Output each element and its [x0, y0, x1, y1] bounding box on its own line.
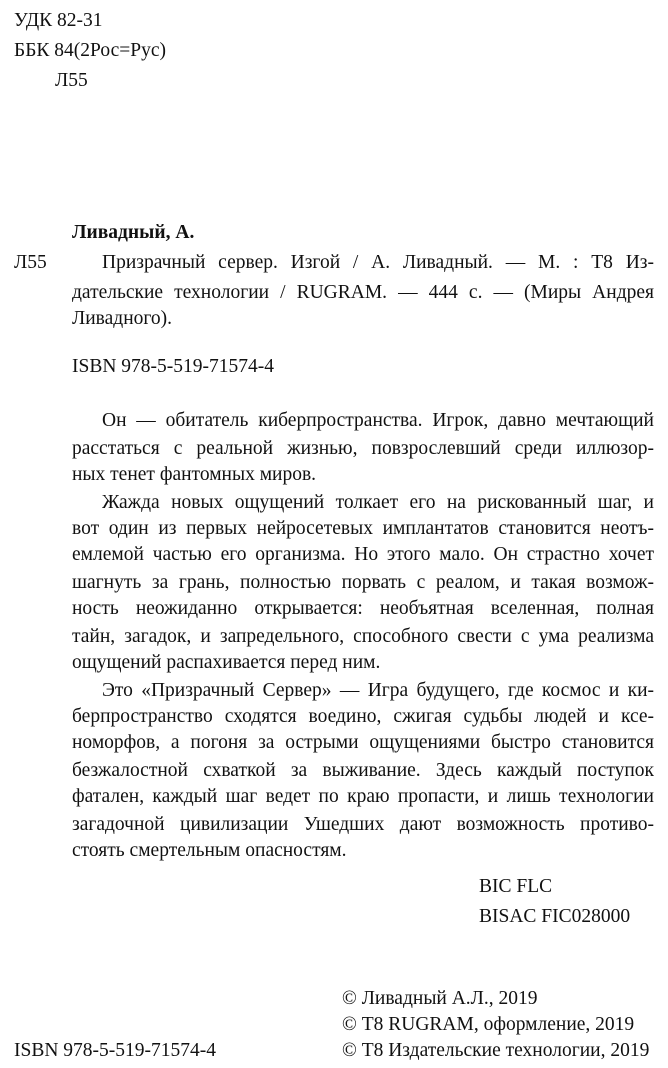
annotation-p2-line-4: шагнуть за грань, полностью порвать с реалом, и такая возмож- — [72, 572, 654, 593]
isbn-main: ISBN 978-5-519-71574-4 — [72, 356, 275, 377]
annotation-p1-line-3: ных тенет фантомных миров. — [72, 464, 317, 485]
bbk-code: ББК 84(2Рос=Рус) — [14, 40, 167, 61]
udc-code: УДК 82-31 — [14, 10, 103, 31]
author-heading: Ливадный, А. — [72, 222, 195, 243]
annotation-p2-line-2: вот один из первых нейросетевых имплантатов становится неотъ- — [72, 518, 654, 539]
copyright-design: © Т8 RUGRAM, оформление, 2019 — [342, 1014, 635, 1035]
annotation-p3-line-7: стоять смертельным опасностям. — [72, 840, 347, 861]
bisac-code: BISAC FIC028000 — [479, 906, 631, 927]
annotation-p3-line-1: Это «Призрачный Сервер» — Игра будущего, где космос и ки- — [102, 680, 654, 701]
annotation-p3-line-5: фатален, каждый шаг ведет по краю пропасти, и лишь технологии — [72, 786, 654, 807]
annotation-p1-line-1: Он — обитатель киберпространства. Игрок, давно мечтающий — [102, 410, 654, 431]
annotation-p2-line-7: ощущений распахивается перед ним. — [72, 652, 381, 673]
annotation-p3-line-6: загадочной цивилизации Ушедших дают возможность противо- — [72, 814, 654, 835]
bic-code: BIC FLC — [479, 876, 553, 897]
annotation-p2-line-3: емлемой частью его организма. Но этого мало. Он страстно хочет — [72, 544, 654, 565]
biblio-line-1: Призрачный сервер. Изгой / А. Ливадный. — М. : Т8 Из- — [102, 252, 654, 273]
annotation-p3-line-3: номорфов, а погоня за острыми ощущениями быстро становится — [72, 732, 654, 753]
copyright-author: © Ливадный А.Л., 2019 — [342, 988, 538, 1009]
annotation-p3-line-4: безжалостной схваткой за выживание. Здесь каждый поступок — [72, 760, 654, 781]
annotation-p2-line-6: тайн, загадок, и запредельного, способного свести с ума реализма — [72, 626, 654, 647]
annotation-p2-line-1: Жажда новых ощущений толкает его на рискованный шаг, и — [102, 492, 654, 513]
copyright-publisher: © Т8 Издательские технологии, 2019 — [342, 1040, 650, 1061]
annotation-p1-line-2: расстаться с реальной жизнью, повзрослевший среди иллюзор- — [72, 438, 654, 459]
biblio-line-2: дательские технологии / RUGRAM. — 444 с. — (Миры Андрея — [72, 282, 654, 303]
annotation-p2-line-5: ность неожиданно открывается: необъятная вселенная, полная — [72, 598, 654, 619]
author-sign-top: Л55 — [55, 70, 88, 91]
biblio-line-3: Ливадного). — [72, 308, 173, 329]
annotation-p3-line-2: берпространство сходятся воедино, сжигая судьбы людей и ксе- — [72, 706, 654, 727]
isbn-footer: ISBN 978-5-519-71574-4 — [14, 1040, 217, 1061]
author-sign-left: Л55 — [14, 252, 47, 273]
